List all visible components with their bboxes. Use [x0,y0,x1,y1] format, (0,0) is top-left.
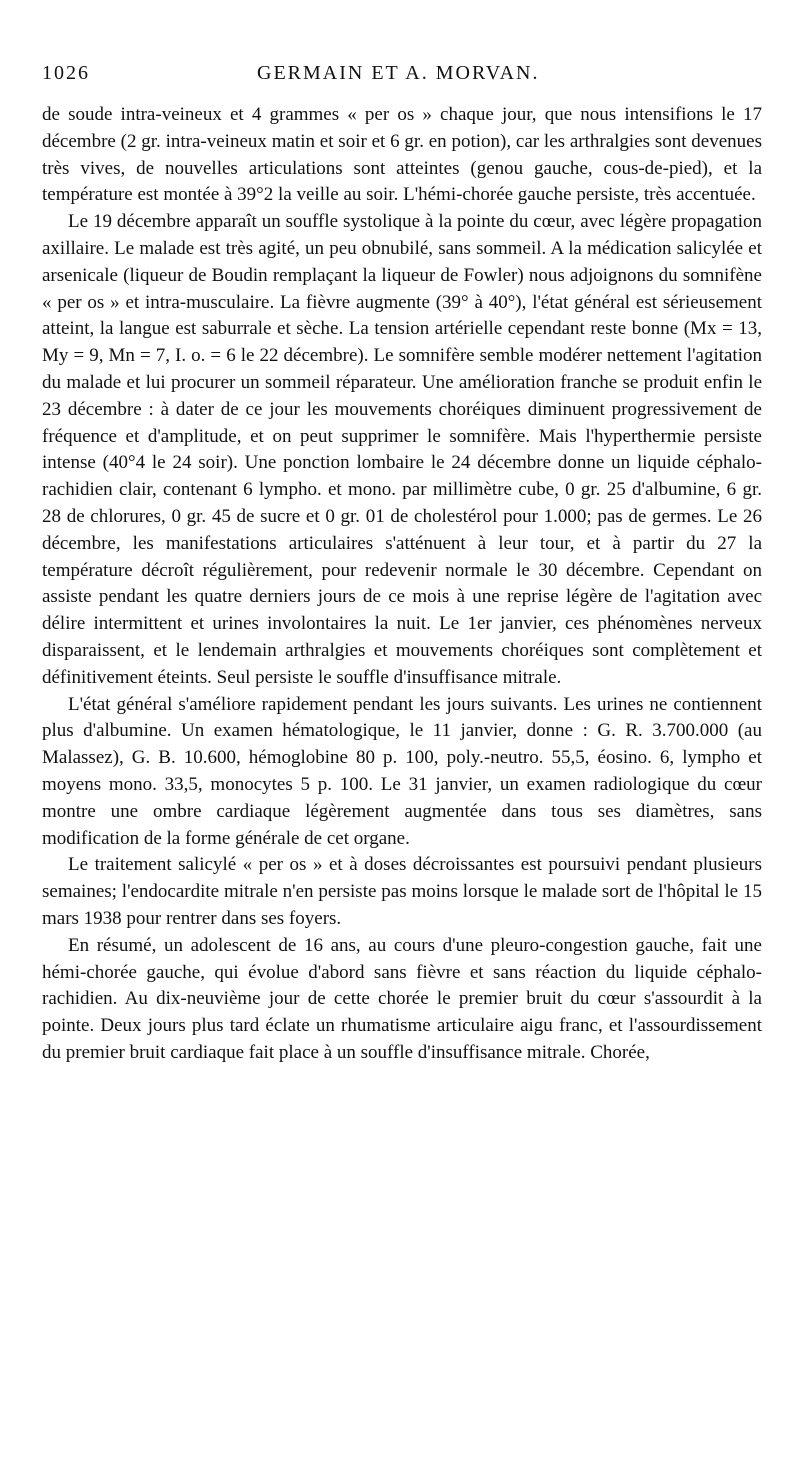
paragraph-summary: En résumé, un adolescent de 16 ans, au cours d'une pleuro-congestion gauche, fait une hémi-chorée gauche, qui évolue d'abord sans fièvre et sans réaction du liquide céphalo-rachidien. Au dix-neuvième jour de cette chorée le premier bruit du cœur s'assourdit à la pointe. Deux jours plus tard éclate un rhumatisme articulaire aigu franc, et l'assourdissement du premier bruit cardiaque fait place à un souffle d'insuffisance mitrale. Chorée, [42,934,762,1063]
page-number: 1026 [42,62,90,84]
running-head [42,62,762,102]
body-text [42,102,762,1067]
paragraph-continued: de soude intra-veineux et 4 grammes « per os » chaque jour, que nous intensifions le 17 décembre (2 gr. intra-veineux matin et soir et 6 gr. en potion), car les arthralgies sont devenues très vives, de nouvelles articulations sont atteintes (genou gauche, cous-de-pied), et la température est montée à 39°2 la veille au soir. L'hémi-chorée gauche persiste, très accentuée. [42,104,762,206]
document-page [42,62,762,1067]
paragraph-clinical-course: Le 19 décembre apparaît un souffle systolique à la pointe du cœur, avec légère propagation axillaire. Le malade est très agité, un peu obnubilé, sans sommeil. A la médication salicylée et arsenicale (liqueur de Boudin remplaçant la liqueur de Fowler) nous adjoignons du somnifène « per os » et intra-musculaire. La fièvre augmente (39° à 40°), l'état général est sérieusement atteint, la langue est saburrale et sèche. La tension artérielle cependant reste bonne (Mx = 13, My = 9, Mn = 7, I. o. = 6 le 22 décembre). Le somnifère semble modérer nettement l'agitation du malade et lui procurer un sommeil réparateur. Une amélioration franche se produit enfin le 23 décembre : à dater de ce jour les mouvements choréiques diminuent progressivement de fréquence et d'amplitude, et on peut supprimer le somnifère. Mais l'hyperthermie persiste intense (40°4 le 24 soir). Une ponction lombaire le 24 décembre donne un liquide céphalo-rachidien clair, contenant 6 lympho. et mono. par millimètre cube, 0 gr. 25 d'albumine, 6 gr. 28 de chlorures, 0 gr. 45 de sucre et 0 gr. 01 de cholestérol pour 1.000; pas de germes. Le 26 décembre, les manifestations articulaires s'atténuent à leur tour, et à partir du 27 la température décroît régulièrement, pour redevenir normale le 30 décembre. Cependant on assiste pendant les quatre derniers jours de ce mois à une reprise légère de l'agitation avec délire intermittent et urines involontaires la nuit. Le 1er janvier, ces phénomènes nerveux disparaissent, et le lendemain arthralgies et mouvements choréiques sont complètement et définitivement éteints. Seul persiste le souffle d'insuffisance mitrale. [42,211,762,688]
paragraph-treatment: Le traitement salicylé « per os » et à doses décroissantes est poursuivi pendant plusieurs semaines; l'endocardite mitrale n'en persiste pas moins lorsque le malade sort de l'hôpital le 15 mars 1938 pour rentrer dans ses foyers. [42,854,762,929]
running-head-title: GERMAIN ET A. MORVAN. [257,62,540,84]
paragraph-general-state: L'état général s'améliore rapidement pendant les jours suivants. Les urines ne contiennent plus d'albumine. Un examen hématologique, le 11 janvier, donne : G. R. 3.700.000 (au Malassez), G. B. 10.600, hémoglobine 80 p. 100, poly.-neutro. 55,5, éosino. 6, lympho et moyens mono. 33,5, monocytes 5 p. 100. Le 31 janvier, un examen radiologique du cœur montre une ombre cardiaque légèrement augmentée dans tous ses diamètres, sans modification de la forme générale de cet organe. [42,693,762,849]
